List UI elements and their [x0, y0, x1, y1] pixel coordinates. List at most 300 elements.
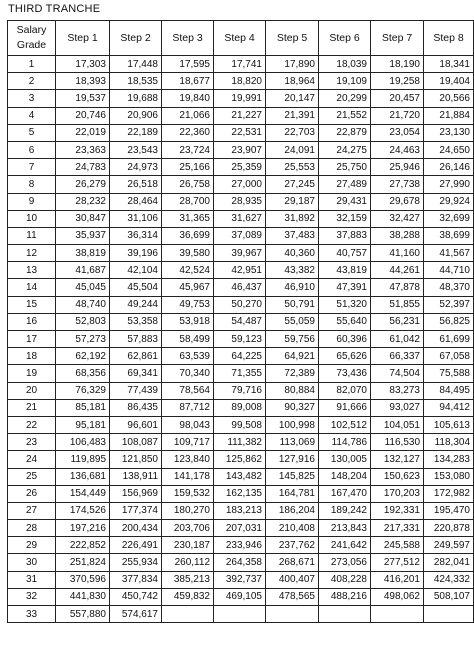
step-7-cell [371, 606, 424, 623]
step-5-cell: 113,069 [266, 434, 319, 451]
step-3-cell: 18,677 [162, 73, 214, 90]
step-6-cell: 114,786 [319, 434, 371, 451]
salary-grade-cell: 5 [8, 124, 56, 141]
step-3-cell: 28,700 [162, 193, 214, 210]
step-6-cell: 60,396 [319, 331, 371, 348]
step-3-cell: 53,918 [162, 313, 214, 330]
step-2-cell: 39,196 [110, 245, 162, 262]
step-8-cell: 44,710 [424, 262, 474, 279]
step-2-cell: 108,087 [110, 434, 162, 451]
salary-grade-header-line-2: Grade [16, 39, 47, 51]
table-row [8, 141, 474, 158]
table-row [8, 331, 474, 348]
step-5-cell: 31,892 [266, 210, 319, 227]
step-1-cell: 41,687 [56, 262, 110, 279]
salary-grade-header-line-1: Salary [16, 24, 47, 36]
step-8-cell: 249,597 [424, 537, 474, 554]
step-2-cell: 17,448 [110, 56, 162, 73]
salary-grade-cell: 11 [8, 227, 56, 244]
step-3-cell: 49,753 [162, 296, 214, 313]
table-row [8, 502, 474, 519]
step-6-cell: 19,109 [319, 73, 371, 90]
step-8-cell: 84,495 [424, 382, 474, 399]
step-8-cell: 61,699 [424, 331, 474, 348]
step-header-4: Step 4 [214, 21, 266, 56]
step-3-cell: 63,539 [162, 348, 214, 365]
salary-grade-cell: 1 [8, 56, 56, 73]
step-6-cell: 241,642 [319, 537, 371, 554]
step-2-cell: 26,518 [110, 176, 162, 193]
step-2-cell: 226,491 [110, 537, 162, 554]
salary-grade-cell: 29 [8, 537, 56, 554]
table-row [8, 176, 474, 193]
step-header-5: Step 5 [266, 21, 319, 56]
step-8-cell: 29,924 [424, 193, 474, 210]
step-1-cell: 106,483 [56, 434, 110, 451]
step-3-cell: 39,580 [162, 245, 214, 262]
step-6-cell: 82,070 [319, 382, 371, 399]
step-2-cell: 24,973 [110, 159, 162, 176]
table-body [8, 56, 474, 623]
step-5-cell: 210,408 [266, 520, 319, 537]
step-3-cell: 25,166 [162, 159, 214, 176]
step-2-cell: 62,861 [110, 348, 162, 365]
table-row [8, 348, 474, 365]
step-4-cell: 22,531 [214, 124, 266, 141]
step-7-cell: 18,190 [371, 56, 424, 73]
step-2-cell: 49,244 [110, 296, 162, 313]
step-5-cell: 268,671 [266, 554, 319, 571]
step-4-cell: 125,862 [214, 451, 266, 468]
step-7-cell: 416,201 [371, 571, 424, 588]
step-1-cell: 19,537 [56, 90, 110, 107]
step-1-cell: 23,363 [56, 141, 110, 158]
step-1-cell: 174,526 [56, 502, 110, 519]
step-5-cell: 186,204 [266, 502, 319, 519]
table-row [8, 279, 474, 296]
step-4-cell: 469,105 [214, 588, 266, 605]
step-1-cell: 85,181 [56, 399, 110, 416]
step-1-cell: 68,356 [56, 365, 110, 382]
step-8-cell: 27,990 [424, 176, 474, 193]
step-4-cell: 233,946 [214, 537, 266, 554]
step-8-cell: 26,146 [424, 159, 474, 176]
step-2-cell: 86,435 [110, 399, 162, 416]
step-6-cell: 65,626 [319, 348, 371, 365]
salary-grade-cell: 31 [8, 571, 56, 588]
step-8-cell: 105,613 [424, 416, 474, 433]
step-6-cell: 213,843 [319, 520, 371, 537]
salary-grade-cell: 7 [8, 159, 56, 176]
step-7-cell: 498,062 [371, 588, 424, 605]
step-8-cell: 220,878 [424, 520, 474, 537]
step-8-cell: 172,982 [424, 485, 474, 502]
table-row [8, 520, 474, 537]
step-5-cell: 20,147 [266, 90, 319, 107]
step-6-cell: 43,819 [319, 262, 371, 279]
step-6-cell: 27,489 [319, 176, 371, 193]
step-5-cell: 50,791 [266, 296, 319, 313]
salary-grade-cell: 20 [8, 382, 56, 399]
salary-schedule-table [7, 20, 474, 623]
step-5-cell: 27,245 [266, 176, 319, 193]
step-7-cell: 150,623 [371, 468, 424, 485]
step-6-cell: 167,470 [319, 485, 371, 502]
salary-grade-cell: 10 [8, 210, 56, 227]
step-7-cell: 192,331 [371, 502, 424, 519]
step-2-cell: 156,969 [110, 485, 162, 502]
step-4-cell: 28,935 [214, 193, 266, 210]
table-row [8, 73, 474, 90]
step-2-cell: 121,850 [110, 451, 162, 468]
step-1-cell: 52,803 [56, 313, 110, 330]
salary-grade-cell: 23 [8, 434, 56, 451]
step-8-cell: 52,397 [424, 296, 474, 313]
step-8-cell: 56,825 [424, 313, 474, 330]
table-row [8, 210, 474, 227]
step-4-cell: 50,270 [214, 296, 266, 313]
step-5-cell: 17,890 [266, 56, 319, 73]
step-3-cell: 42,524 [162, 262, 214, 279]
step-1-cell: 57,273 [56, 331, 110, 348]
step-1-cell: 24,783 [56, 159, 110, 176]
step-1-cell: 222,852 [56, 537, 110, 554]
step-6-cell: 32,159 [319, 210, 371, 227]
step-4-cell: 54,487 [214, 313, 266, 330]
step-header-3: Step 3 [162, 21, 214, 56]
step-5-cell: 46,910 [266, 279, 319, 296]
step-2-cell: 69,341 [110, 365, 162, 382]
salary-grade-cell: 27 [8, 502, 56, 519]
salary-grade-cell: 26 [8, 485, 56, 502]
step-1-cell: 28,232 [56, 193, 110, 210]
step-8-cell: 21,884 [424, 107, 474, 124]
step-5-cell: 59,756 [266, 331, 319, 348]
step-2-cell: 42,104 [110, 262, 162, 279]
step-2-cell: 28,464 [110, 193, 162, 210]
step-7-cell: 21,720 [371, 107, 424, 124]
step-8-cell: 23,130 [424, 124, 474, 141]
step-4-cell: 64,225 [214, 348, 266, 365]
step-7-cell: 116,530 [371, 434, 424, 451]
step-7-cell: 23,054 [371, 124, 424, 141]
step-4-cell: 89,008 [214, 399, 266, 416]
step-6-cell: 24,275 [319, 141, 371, 158]
step-7-cell: 245,588 [371, 537, 424, 554]
step-1-cell: 22,019 [56, 124, 110, 141]
step-7-cell: 217,331 [371, 520, 424, 537]
step-5-cell: 72,389 [266, 365, 319, 382]
step-8-cell: 134,283 [424, 451, 474, 468]
step-4-cell: 17,741 [214, 56, 266, 73]
salary-grade-cell: 6 [8, 141, 56, 158]
table-row [8, 56, 474, 73]
step-3-cell: 385,213 [162, 571, 214, 588]
step-1-cell: 20,746 [56, 107, 110, 124]
step-5-cell [266, 606, 319, 623]
step-2-cell: 96,601 [110, 416, 162, 433]
step-header-6: Step 6 [319, 21, 371, 56]
step-4-cell: 79,716 [214, 382, 266, 399]
salary-grade-cell: 18 [8, 348, 56, 365]
step-1-cell: 119,895 [56, 451, 110, 468]
step-7-cell: 47,878 [371, 279, 424, 296]
salary-grade-cell: 13 [8, 262, 56, 279]
step-header-2: Step 2 [110, 21, 162, 56]
step-7-cell: 44,261 [371, 262, 424, 279]
step-6-cell: 189,242 [319, 502, 371, 519]
step-4-cell: 42,951 [214, 262, 266, 279]
step-1-cell: 557,880 [56, 606, 110, 623]
step-1-cell: 154,449 [56, 485, 110, 502]
step-3-cell: 17,595 [162, 56, 214, 73]
step-5-cell: 64,921 [266, 348, 319, 365]
step-2-cell: 57,883 [110, 331, 162, 348]
step-6-cell: 488,216 [319, 588, 371, 605]
salary-grade-cell: 30 [8, 554, 56, 571]
salary-grade-cell: 22 [8, 416, 56, 433]
step-7-cell: 25,946 [371, 159, 424, 176]
step-5-cell: 80,884 [266, 382, 319, 399]
step-7-cell: 74,504 [371, 365, 424, 382]
step-6-cell: 18,039 [319, 56, 371, 73]
step-3-cell: 23,724 [162, 141, 214, 158]
step-8-cell [424, 606, 474, 623]
step-4-cell: 21,227 [214, 107, 266, 124]
step-5-cell: 40,360 [266, 245, 319, 262]
salary-grade-cell: 16 [8, 313, 56, 330]
step-3-cell: 78,564 [162, 382, 214, 399]
step-5-cell: 164,781 [266, 485, 319, 502]
step-1-cell: 95,181 [56, 416, 110, 433]
step-2-cell: 36,314 [110, 227, 162, 244]
step-2-cell: 20,906 [110, 107, 162, 124]
step-6-cell: 273,056 [319, 554, 371, 571]
salary-grade-cell: 14 [8, 279, 56, 296]
salary-grade-cell: 21 [8, 399, 56, 416]
step-6-cell: 408,228 [319, 571, 371, 588]
salary-grade-cell: 32 [8, 588, 56, 605]
step-3-cell: 109,717 [162, 434, 214, 451]
step-8-cell: 32,699 [424, 210, 474, 227]
step-4-cell: 111,382 [214, 434, 266, 451]
step-8-cell: 41,567 [424, 245, 474, 262]
step-2-cell: 77,439 [110, 382, 162, 399]
step-7-cell: 38,288 [371, 227, 424, 244]
step-3-cell: 22,360 [162, 124, 214, 141]
step-4-cell: 31,627 [214, 210, 266, 227]
step-6-cell: 91,666 [319, 399, 371, 416]
step-7-cell: 170,203 [371, 485, 424, 502]
table-row [8, 485, 474, 502]
step-5-cell: 127,916 [266, 451, 319, 468]
table-row [8, 296, 474, 313]
salary-grade-cell: 17 [8, 331, 56, 348]
table-row [8, 416, 474, 433]
table-row [8, 124, 474, 141]
table-row [8, 107, 474, 124]
step-3-cell: 21,066 [162, 107, 214, 124]
salary-grade-cell: 3 [8, 90, 56, 107]
step-6-cell: 25,750 [319, 159, 371, 176]
step-8-cell: 38,699 [424, 227, 474, 244]
step-8-cell: 508,107 [424, 588, 474, 605]
step-8-cell: 24,650 [424, 141, 474, 158]
step-2-cell: 450,742 [110, 588, 162, 605]
step-1-cell: 17,303 [56, 56, 110, 73]
step-5-cell: 25,553 [266, 159, 319, 176]
step-header-8: Step 8 [424, 21, 474, 56]
step-3-cell: 45,967 [162, 279, 214, 296]
step-2-cell: 45,504 [110, 279, 162, 296]
step-4-cell: 23,907 [214, 141, 266, 158]
step-3-cell: 123,840 [162, 451, 214, 468]
step-3-cell [162, 606, 214, 623]
step-6-cell: 22,879 [319, 124, 371, 141]
step-4-cell [214, 606, 266, 623]
step-5-cell: 21,391 [266, 107, 319, 124]
step-7-cell: 51,855 [371, 296, 424, 313]
step-3-cell: 180,270 [162, 502, 214, 519]
step-header-7: Step 7 [371, 21, 424, 56]
step-8-cell: 67,058 [424, 348, 474, 365]
table-row [8, 193, 474, 210]
step-5-cell: 22,703 [266, 124, 319, 141]
step-5-cell: 55,059 [266, 313, 319, 330]
step-8-cell: 19,404 [424, 73, 474, 90]
step-8-cell: 118,304 [424, 434, 474, 451]
step-4-cell: 37,089 [214, 227, 266, 244]
step-1-cell: 30,847 [56, 210, 110, 227]
salary-grade-header [8, 21, 56, 56]
salary-grade-cell: 12 [8, 245, 56, 262]
step-4-cell: 162,135 [214, 485, 266, 502]
step-8-cell: 153,080 [424, 468, 474, 485]
step-5-cell: 29,187 [266, 193, 319, 210]
step-2-cell: 200,434 [110, 520, 162, 537]
step-1-cell: 441,830 [56, 588, 110, 605]
step-4-cell: 46,437 [214, 279, 266, 296]
table-row [8, 571, 474, 588]
table-row [8, 468, 474, 485]
step-3-cell: 141,178 [162, 468, 214, 485]
step-1-cell: 26,279 [56, 176, 110, 193]
step-7-cell: 20,457 [371, 90, 424, 107]
table-row [8, 434, 474, 451]
step-5-cell: 24,091 [266, 141, 319, 158]
step-header-1: Step 1 [56, 21, 110, 56]
salary-grade-cell: 24 [8, 451, 56, 468]
step-2-cell: 18,535 [110, 73, 162, 90]
step-3-cell: 36,699 [162, 227, 214, 244]
salary-grade-cell: 28 [8, 520, 56, 537]
step-1-cell: 38,819 [56, 245, 110, 262]
step-1-cell: 76,329 [56, 382, 110, 399]
table-row [8, 159, 474, 176]
step-8-cell: 20,566 [424, 90, 474, 107]
step-3-cell: 31,365 [162, 210, 214, 227]
salary-grade-cell: 4 [8, 107, 56, 124]
step-2-cell: 574,617 [110, 606, 162, 623]
step-1-cell: 35,937 [56, 227, 110, 244]
table-row [8, 554, 474, 571]
step-5-cell: 43,382 [266, 262, 319, 279]
step-1-cell: 251,824 [56, 554, 110, 571]
step-6-cell: 20,299 [319, 90, 371, 107]
step-5-cell: 478,565 [266, 588, 319, 605]
step-2-cell: 53,358 [110, 313, 162, 330]
step-7-cell: 277,512 [371, 554, 424, 571]
step-3-cell: 203,706 [162, 520, 214, 537]
step-5-cell: 400,407 [266, 571, 319, 588]
salary-grade-cell: 2 [8, 73, 56, 90]
step-8-cell: 18,341 [424, 56, 474, 73]
step-5-cell: 237,762 [266, 537, 319, 554]
step-3-cell: 159,532 [162, 485, 214, 502]
step-4-cell: 99,508 [214, 416, 266, 433]
step-4-cell: 18,820 [214, 73, 266, 90]
table-row [8, 227, 474, 244]
step-7-cell: 104,051 [371, 416, 424, 433]
step-6-cell: 37,883 [319, 227, 371, 244]
step-5-cell: 145,825 [266, 468, 319, 485]
step-7-cell: 132,127 [371, 451, 424, 468]
table-row [8, 90, 474, 107]
page-title: THIRD TRANCHE [8, 3, 101, 15]
salary-grade-cell: 33 [8, 606, 56, 623]
step-2-cell: 177,374 [110, 502, 162, 519]
salary-grade-cell: 15 [8, 296, 56, 313]
step-7-cell: 61,042 [371, 331, 424, 348]
step-4-cell: 71,355 [214, 365, 266, 382]
step-7-cell: 27,738 [371, 176, 424, 193]
table-row [8, 382, 474, 399]
step-1-cell: 370,596 [56, 571, 110, 588]
step-4-cell: 183,213 [214, 502, 266, 519]
step-7-cell: 24,463 [371, 141, 424, 158]
step-3-cell: 26,758 [162, 176, 214, 193]
step-3-cell: 98,043 [162, 416, 214, 433]
step-3-cell: 19,840 [162, 90, 214, 107]
table-row [8, 537, 474, 554]
step-5-cell: 37,483 [266, 227, 319, 244]
salary-grade-cell: 19 [8, 365, 56, 382]
step-6-cell: 51,320 [319, 296, 371, 313]
step-7-cell: 83,273 [371, 382, 424, 399]
step-5-cell: 100,998 [266, 416, 319, 433]
table-row [8, 588, 474, 605]
step-3-cell: 459,832 [162, 588, 214, 605]
step-6-cell: 55,640 [319, 313, 371, 330]
salary-grade-cell: 8 [8, 176, 56, 193]
table-row [8, 606, 474, 623]
step-6-cell: 73,436 [319, 365, 371, 382]
step-2-cell: 377,834 [110, 571, 162, 588]
step-2-cell: 23,543 [110, 141, 162, 158]
table-row [8, 262, 474, 279]
step-8-cell: 75,588 [424, 365, 474, 382]
step-7-cell: 56,231 [371, 313, 424, 330]
step-2-cell: 22,189 [110, 124, 162, 141]
step-2-cell: 138,911 [110, 468, 162, 485]
step-1-cell: 197,216 [56, 520, 110, 537]
step-1-cell: 136,681 [56, 468, 110, 485]
salary-grade-cell: 25 [8, 468, 56, 485]
step-2-cell: 19,688 [110, 90, 162, 107]
step-7-cell: 19,258 [371, 73, 424, 90]
step-7-cell: 93,027 [371, 399, 424, 416]
table-row [8, 245, 474, 262]
